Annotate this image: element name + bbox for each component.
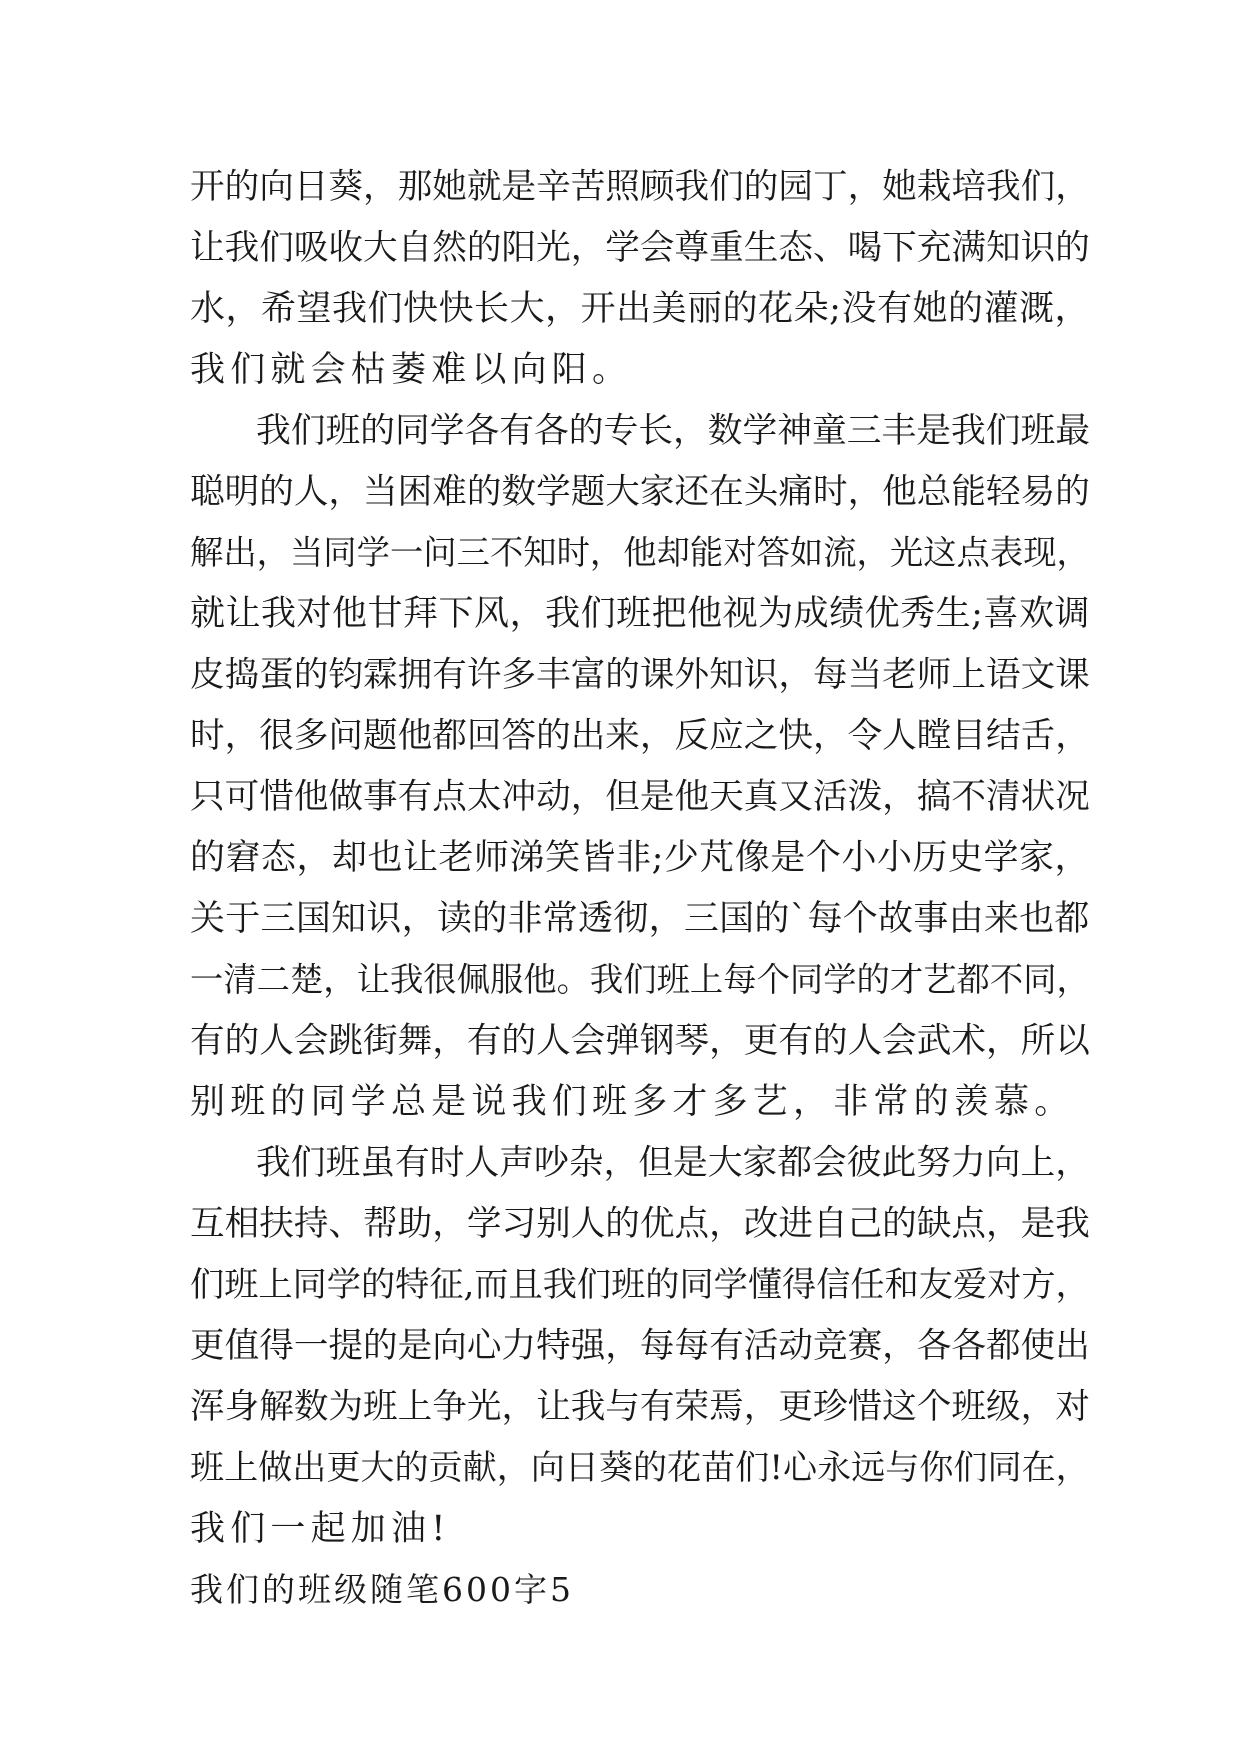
text-line: 就让我对他甘拜下风，我们班把他视为成绩优秀生;喜欢调 — [190, 594, 1090, 634]
text-line: 解出，当同学一问三不知时，他却能对答如流，光这点表现， — [190, 533, 1090, 572]
text-line: 时，很多问题他都回答的出来，反应之快，令人瞠目结舌， — [190, 716, 1090, 756]
text-line: 们班上同学的特征,而且我们班的同学懂得信任和友爱对方， — [190, 1265, 1090, 1305]
paragraph-first-line: 我们班虽有时人声吵杂，但是大家都会彼此努力向上， — [256, 1143, 1090, 1183]
text-line: 只可惜他做事有点太冲动，但是他天真又活泼，搞不清状况 — [190, 777, 1090, 817]
paragraph-first-line: 我们班的同学各有各的专长，数学神童三丰是我们班最 — [256, 411, 1090, 451]
text-line: 别班的同学总是说我们班多才多艺，非常的羡慕。 — [190, 1082, 1075, 1122]
text-line: 我们一起加油! — [190, 1509, 451, 1549]
text-line: 浑身解数为班上争光，让我与有荣焉，更珍惜这个班级，对 — [190, 1387, 1090, 1427]
text-line: 班上做出更大的贡献，向日葵的花苗们!心永远与你们同在， — [190, 1448, 1090, 1488]
text-line: 让我们吸收大自然的阳光，学会尊重生态、喝下充满知识的 — [190, 228, 1090, 268]
text-line: 皮捣蛋的钧霖拥有许多丰富的课外知识，每当老师上语文课 — [190, 655, 1090, 695]
text-line: 有的人会跳街舞，有的人会弹钢琴，更有的人会武术，所以 — [190, 1021, 1090, 1061]
text-line: 关于三国知识，读的非常透彻，三国的`每个故事由来也都 — [190, 899, 1090, 939]
text-line: 我们就会枯萎难以向阳。 — [190, 350, 633, 390]
text-line: 开的向日葵，那她就是辛苦照顾我们的园丁，她栽培我们， — [190, 167, 1090, 207]
text-line: 更值得一提的是向心力特强，每每有活动竞赛，各各都使出 — [190, 1326, 1090, 1366]
text-line: 聪明的人，当困难的数学题大家还在头痛时，他总能轻易的 — [190, 472, 1090, 512]
text-line: 互相扶持、帮助，学习别人的优点，改进自己的缺点，是我 — [190, 1204, 1090, 1244]
text-line: 一清二楚，让我很佩服他。我们班上每个同学的才艺都不同， — [190, 960, 1090, 999]
text-line: 的窘态，却也让老师涕笑皆非;少芃像是个小小历史学家， — [190, 838, 1090, 878]
section-heading: 我们的班级随笔600字5 — [190, 1570, 574, 1609]
text-line: 水，希望我们快快长大，开出美丽的花朵;没有她的灌溉， — [190, 289, 1090, 329]
